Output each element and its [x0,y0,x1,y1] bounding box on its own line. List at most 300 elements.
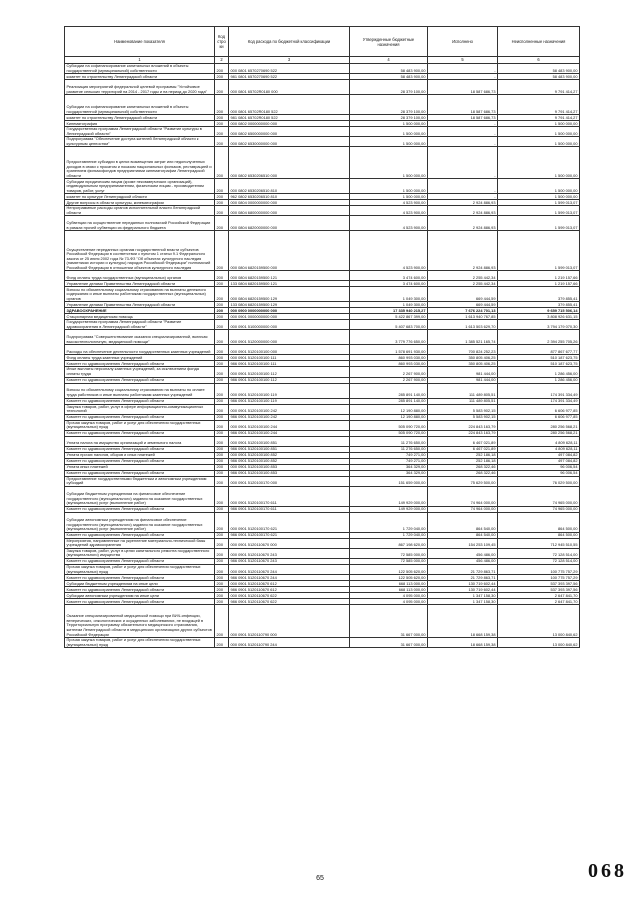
row-remaining: 280 256 568,21 [498,430,580,436]
row-name: Стационарная медицинская помощь [65,314,215,320]
row-name: Комитет по здравоохранению Ленинградской области [65,587,215,593]
row-code: 200 [215,398,229,404]
row-executed: 18 587 686,73 [428,80,498,95]
table-row [65,420,580,430]
table-row [65,345,580,355]
header-approved: Утвержденные бюджетные назначения [350,27,428,57]
row-executed: 18 587 686,73 [428,95,498,115]
row-remaining: 9 659 715 506,14 [498,308,580,314]
row-executed: 2 924 886,93 [428,206,498,216]
row-approved: 31 667 000,00 [350,638,428,648]
row-code: 200 [215,137,229,147]
row-approved: 11 276 650,00 [350,446,428,452]
row-executed: 864 540,00 [428,532,498,538]
row-kbk: 000 0804 0000000000 000 [229,200,350,206]
row-approved: 1 500 000,00 [350,121,428,127]
row-executed: 981 444,00 [428,367,498,377]
row-approved: 31 667 000,00 [350,605,428,638]
table-row [65,287,580,302]
row-code: 200 [215,355,229,361]
row-kbk: 000 0901 5120100170 611 [229,486,350,506]
row-name: Другие вопросы в области культуры, кинематографии [65,200,215,206]
row-executed: 5 583 902,15 [428,414,498,420]
row-name: Закупка товаров, работ, услуг в целях капитального ремонта государственного (муниципального) имущества [65,548,215,558]
row-remaining: 3 808 926 631,15 [498,314,580,320]
row-code: 200 [215,200,229,206]
row-remaining: 1 500 000,00 [498,179,580,194]
row-remaining: 864 500,00 [498,512,580,532]
row-name: Кинематография [65,121,215,127]
row-approved: 122 505 620,00 [350,575,428,581]
row-name: Комитет по здравоохранению Ленинградской области [65,559,215,565]
table-row [65,330,580,345]
row-approved: 3 474 600,00 [350,281,428,287]
row-kbk: 000 0801 6570270690 522 [229,64,350,74]
column-number-row [65,57,580,64]
row-executed: 154 253 109,45 [428,538,498,548]
table-row [65,436,580,446]
row-remaining: 280 256 568,21 [498,420,580,430]
table-row [65,137,580,147]
row-remaining: 96 006,54 [498,470,580,476]
row-code: 200 [215,420,229,430]
table-row [65,127,580,137]
row-approved: 505 090 720,00 [350,420,428,430]
row-executed: - [428,147,498,179]
row-remaining: 510 187 623,75 [498,361,580,367]
row-name: Реализация мероприятий федеральной целевой программы "Устойчивое развитие сельских территорий на 2014 - 2017 годы и на период до 2020 года" [65,80,215,95]
row-kbk: 000 0901 5120100100 853 [229,464,350,470]
row-executed: - [428,127,498,137]
row-name: Уплата иных платежей [65,464,215,470]
row-kbk: 000 0804 6820000000 000 [229,216,350,231]
row-approved: 364 329,00 [350,470,428,476]
row-executed: 669 444,59 [428,287,498,302]
row-code: 200 [215,74,229,80]
row-remaining: 9 791 414,27 [498,115,580,121]
row-remaining: 9 791 414,27 [498,80,580,95]
row-executed: 7 676 224 701,13 [428,308,498,314]
row-kbk: 000 0901 5120100100 000 [229,345,350,355]
row-code: 200 [215,446,229,452]
row-executed: 2 924 886,93 [428,216,498,231]
header-name: Наименование показателя [65,27,215,57]
row-executed: - [428,121,498,127]
row-approved: 4 095 000,00 [350,593,428,599]
row-name: Прочая закупка товаров, работ и услуг для обеспечения государственных (муниципальных) нужд [65,565,215,575]
row-code: 200 [215,345,229,355]
row-code: 200 [215,605,229,638]
row-executed: - [428,64,498,74]
row-code: 200 [215,308,229,314]
archive-stamp-number: 068 [588,860,627,882]
row-remaining: 1 500 000,00 [498,194,580,200]
row-code: 200 [215,271,229,281]
row-name: Комитет по здравоохранению Ленинградской области [65,430,215,436]
table-row [65,605,580,638]
row-approved: 2 267 900,00 [350,377,428,383]
row-code: 200 [215,565,229,575]
row-approved: 28 379 100,00 [350,95,428,115]
row-code: 200 [215,575,229,581]
row-kbk: 986 0901 5120110670 244 [229,575,350,581]
row-approved: 285 891 140,00 [350,383,428,398]
row-remaining: 1 599 013,07 [498,231,580,271]
row-code: 200 [215,367,229,377]
row-executed: 456 486,00 [428,559,498,565]
row-executed: 111 489 805,51 [428,383,498,398]
row-approved: 1 500 000,00 [350,147,428,179]
row-kbk: 000 0804 6800000000 000 [229,206,350,216]
row-executed: 6 467 021,89 [428,446,498,452]
row-approved: 364 329,00 [350,464,428,470]
row-executed: 1 613 503 629,70 [428,320,498,330]
row-kbk: 986 0901 5120100100 853 [229,470,350,476]
row-remaining: 537 393 397,56 [498,581,580,587]
row-name: Прочая закупка товаров, работ и услуг для обеспечения государственных (муниципальных) нужд [65,420,215,430]
row-approved: 11 276 650,00 [350,436,428,446]
column-number: 3 [229,57,350,64]
row-name: Непрограммные расходы органов исполнительной власти Ленинградской области [65,206,215,216]
row-executed: - [428,179,498,194]
row-kbk: 000 0901 5120110790 000 [229,605,350,638]
row-code: 200 [215,581,229,587]
row-code: 200 [215,414,229,420]
row-approved: 149 929 000,00 [350,506,428,512]
row-kbk: 986 0901 5120100100 851 [229,446,350,452]
row-executed: 268 322,46 [428,464,498,470]
row-remaining: 100 775 757,29 [498,565,580,575]
row-code: 200 [215,538,229,548]
row-kbk: 000 0901 5120100100 244 [229,420,350,430]
row-name: Государственная программа Ленинградской области "Развитие культуры в Ленинградской области" [65,127,215,137]
row-executed: 1 613 940 767,85 [428,314,498,320]
row-remaining: 1 599 013,07 [498,216,580,231]
row-code: 200 [215,383,229,398]
row-approved: 1 500 000,00 [350,179,428,194]
table-row [65,638,580,648]
row-name: Взносы по обязательному социальному страхованию на выплаты денежного содержания и иные выплаты работникам государственных (муниципальных) органов [65,287,215,302]
row-approved: 3 474 600,00 [350,271,428,281]
table-row [65,565,580,575]
row-executed: 74 964 000,00 [428,506,498,512]
row-code: 200 [215,512,229,532]
row-name: Субсидии на софинансирование капитальных вложений в объекты государственной (муниципальной) собственности [65,64,215,74]
row-executed: 21 729 863,71 [428,575,498,581]
row-code: 200 [215,127,229,137]
row-remaining: 1 500 000,00 [498,137,580,147]
row-approved: 12 190 880,00 [350,404,428,414]
row-approved: 12 190 880,00 [350,414,428,420]
row-approved: 4 523 900,00 [350,216,428,231]
row-kbk: 000 0901 0000000000 000 [229,314,350,320]
row-name: Управление делами Правительства Ленинградской области [65,281,215,287]
report-sheet [64,26,579,648]
row-code: 200 [215,115,229,121]
table-row [65,216,580,231]
row-remaining: 2 647 841,70 [498,599,580,605]
row-code: 200 [215,506,229,512]
row-approved: 668 113 000,00 [350,581,428,587]
row-remaining: 537 393 397,56 [498,587,580,593]
row-code: 200 [215,80,229,95]
row-remaining: 174 391 334,49 [498,398,580,404]
row-code: 200 [215,587,229,593]
row-executed: 2 924 886,93 [428,231,498,271]
row-remaining: 13 000 840,62 [498,638,580,648]
row-kbk: 986 0901 5120100100 852 [229,458,350,464]
row-executed: 75 629 500,00 [428,476,498,486]
row-approved: 749 271,00 [350,458,428,464]
table-row [65,231,580,271]
row-remaining: 1 500 000,00 [498,147,580,179]
row-kbk: 981 0801 65702R0180 522 [229,115,350,121]
row-approved: 1 729 040,00 [350,532,428,538]
row-kbk: 000 0901 5120100100 242 [229,404,350,414]
row-kbk: 000 0901 5120110670 000 [229,538,350,548]
row-remaining: 100 775 757,29 [498,575,580,581]
row-approved: 151 659 000,00 [350,476,428,486]
column-number: 5 [428,57,498,64]
row-executed: - [428,194,498,200]
row-remaining: 74 965 000,00 [498,486,580,506]
row-approved: 5 407 683 700,00 [350,320,428,330]
table-row [65,538,580,548]
row-code: 200 [215,361,229,367]
row-kbk: 986 0901 5120100100 119 [229,398,350,404]
row-remaining: 864 500,00 [498,532,580,538]
row-remaining: 1 286 456,00 [498,377,580,383]
table-row [65,476,580,486]
column-number: 6 [498,57,580,64]
row-executed: 18 668 159,38 [428,638,498,648]
row-kbk: 000 0802 6530206510 000 [229,147,350,179]
row-remaining: 174 391 334,49 [498,383,580,398]
row-name: Государственная программа Ленинградской области "Развитие здравоохранения в Ленинградской области" [65,320,215,330]
row-remaining: 1 500 000,00 [498,127,580,137]
row-executed: 1 347 158,30 [428,599,498,605]
table-row [65,367,580,377]
row-executed: 456 486,00 [428,548,498,558]
row-name: Управление делами Правительства Ленинградской области [65,302,215,308]
row-name: Прочая закупка товаров, работ и услуг для обеспечения государственных (муниципальных) нужд [65,638,215,648]
row-kbk: 000 0901 5120000000 000 [229,330,350,345]
table-header-row [65,27,580,57]
row-code: 200 [215,464,229,470]
row-remaining: 76 029 500,00 [498,476,580,486]
row-approved: 2 267 900,00 [350,367,428,377]
row-remaining: 510 187 623,75 [498,355,580,361]
row-code: 200 [215,95,229,115]
table-row [65,80,580,95]
row-executed: 18 587 686,73 [428,115,498,121]
row-code: 200 [215,599,229,605]
row-remaining: 2 394 255 705,26 [498,330,580,345]
row-name: Комитет по здравоохранению Ленинградской области [65,532,215,538]
row-kbk: 000 0901 5100000000 000 [229,320,350,330]
row-kbk: 000 0804 6820159500 129 [229,287,350,302]
row-name: Осуществление переданных органам государственной власти субъектов Российской Федерации в соответствии с пунктом 1 статьи 9.1 Федерального закона от 25 июня 2002 года № 73-ФЗ "Об объектах культурного наследия (памятниках истории и культуры) народов Российской Федерации" полномочий Российской Федерации в отношении объектов культурного наследия [65,231,215,271]
row-remaining: 379 855,41 [498,287,580,302]
table-row [65,320,580,330]
row-code: 200 [215,121,229,127]
row-name: Субсидии автономным учреждениям на иные цели [65,593,215,599]
row-kbk: 986 0901 5120110670 243 [229,559,350,565]
row-executed: 864 540,00 [428,512,498,532]
row-remaining: 877 867 677,77 [498,345,580,355]
row-code: 200 [215,179,229,194]
row-name: Субсидии бюджетным учреждениям на иные цели [65,581,215,587]
row-code: 200 [215,593,229,599]
row-executed: 2 255 442,34 [428,281,498,287]
table-row [65,404,580,414]
row-code: 200 [215,458,229,464]
row-executed: 74 964 000,00 [428,486,498,506]
row-kbk: 000 0901 5120100170 621 [229,512,350,532]
row-executed: 224 843 163,79 [428,420,498,430]
row-name: Оказание специализированной медицинской помощи при ВИЧ-инфекции, венерических, онкологических и осужденных заболеваниях, не входящей в Территориальную программу обязательного медицинского страхования, жителям Ленинградской области в медицинских организациях других субъектов Российской Федерации [65,605,215,638]
row-name: Закупка товаров, работ, услуг в сфере информационно-коммуникационных технологий [65,404,215,414]
row-approved: 4 523 900,00 [350,206,428,216]
row-code: 200 [215,559,229,565]
row-name: Фонд оплаты труда государственных (муниципальных) органов [65,271,215,281]
row-approved: 867 198 620,00 [350,538,428,548]
row-kbk: 000 0901 5120110670 612 [229,581,350,587]
row-name: Расходы на обеспечение деятельности государственных казенных учреждений [65,345,215,355]
row-name: Субсидии юридическим лицам (кроме некоммерческих организаций), индивидуальным предпринимателям, физическим лицам - производителям товаров, работ, услуг [65,179,215,194]
row-code: 200 [215,281,229,287]
row-approved: 1 500 000,00 [350,194,428,200]
table-row [65,383,580,398]
header-executed: Исполнено [428,27,498,57]
row-name: Уплата налога на имущество организаций и земельного налога [65,436,215,446]
row-kbk: 986 0901 5120100170 611 [229,506,350,512]
row-approved: 58 483 900,00 [350,74,428,80]
column-number: 2 [215,57,229,64]
row-code: 200 [215,287,229,302]
row-code: 200 [215,404,229,414]
row-name: Комитет по здравоохранению Ленинградской области [65,599,215,605]
row-executed: 6 467 021,89 [428,436,498,446]
row-code: 200 [215,452,229,458]
row-code: 200 [215,532,229,538]
row-name: Комитет по здравоохранению Ленинградской области [65,575,215,581]
row-name: Фонд оплаты труда казенных учреждений [65,355,215,361]
row-name: Комитет по здравоохранению Ленинградской области [65,361,215,367]
row-approved: 72 585 000,00 [350,548,428,558]
row-kbk: 000 0901 5120100100 852 [229,452,350,458]
row-code: 200 [215,231,229,271]
header-code: Код стро ки [215,27,229,57]
row-executed: 21 729 863,71 [428,565,498,575]
row-name: Подпрограмма "Совершенствование оказания специализированной, включая высокотехнологичную, медицинской помощи" [65,330,215,345]
row-code: 200 [215,314,229,320]
row-kbk: 986 0901 5120100100 111 [229,361,350,367]
row-remaining: 1 286 456,00 [498,367,580,377]
row-remaining: 1 599 013,07 [498,206,580,216]
row-name: комитет по культуре Ленинградской области [65,194,215,200]
row-executed: 224 843 163,79 [428,430,498,436]
row-kbk: 986 0901 5120100170 621 [229,532,350,538]
row-code: 200 [215,302,229,308]
row-remaining: 72 128 514,00 [498,559,580,565]
row-kbk: 962 0802 6530206510 810 [229,194,350,200]
row-name: Предоставление государственными бюджетным и автономным учреждениям субсидий [65,476,215,486]
row-remaining: 13 000 840,62 [498,605,580,638]
row-approved: 749 271,00 [350,452,428,458]
row-approved: 505 090 720,00 [350,430,428,436]
row-approved: 668 113 000,00 [350,587,428,593]
row-name: комитет по строительству Ленинградской области [65,115,215,121]
row-code: 200 [215,377,229,383]
row-remaining: 58 483 900,00 [498,74,580,80]
table-row [65,548,580,558]
row-executed: 1 385 521 165,74 [428,330,498,345]
row-approved: 28 379 100,00 [350,80,428,95]
row-remaining: 3 794 179 070,30 [498,320,580,330]
row-name: Комитет по здравоохранению Ленинградской области [65,458,215,464]
row-executed: 981 444,00 [428,377,498,383]
budget-execution-table [64,26,580,648]
row-remaining: 74 965 000,00 [498,506,580,512]
row-remaining: 58 483 900,00 [498,64,580,74]
row-approved: 285 891 140,00 [350,398,428,404]
row-executed: 700 824 252,23 [428,345,498,355]
table-row [65,486,580,506]
row-remaining: 4 809 628,11 [498,446,580,452]
row-approved: 860 993 030,00 [350,355,428,361]
row-code: 200 [215,330,229,345]
row-approved: 58 483 900,00 [350,64,428,74]
row-remaining: 1 500 000,00 [498,121,580,127]
row-kbk: 000 0901 5120110670 243 [229,548,350,558]
row-kbk: 000 0804 6820159500 000 [229,231,350,271]
row-executed: 669 444,59 [428,302,498,308]
row-kbk: 986 0901 5120100100 112 [229,377,350,383]
row-executed: - [428,137,498,147]
row-executed: 2 924 886,93 [428,200,498,206]
row-remaining: 497 084,82 [498,452,580,458]
row-approved: 4 523 900,00 [350,200,428,206]
table-body [65,64,580,648]
row-kbk: 986 0901 5120100100 244 [229,430,350,436]
row-name: Субсидии автономным учреждениям на финансовое обеспечение государственного (муниципального) задания на оказание государственных (муниципальных) услуг (выполнение работ) [65,512,215,532]
row-kbk: 986 0901 5120110670 612 [229,587,350,593]
row-name: Взносы по обязательному социальному страхованию на выплаты по оплате труда работников и иные выплаты работникам казенных учреждений [65,383,215,398]
row-executed: 350 805 406,25 [428,361,498,367]
row-name: Субсидии бюджетным учреждениям на финансовое обеспечение государственного (муниципального) задания на оказание государственных (муниципальных) услуг (выполнение работ) [65,486,215,506]
row-remaining: 497 084,82 [498,458,580,464]
row-name: Субсидии на софинансирование капитальных вложений в объекты государственной (муниципальной) собственности [65,95,215,115]
page-number: 65 [316,875,324,882]
row-kbk: 000 0901 5120100170 000 [229,476,350,486]
row-code: 200 [215,476,229,486]
row-name: Комитет по здравоохранению Ленинградской области [65,506,215,512]
row-executed: 130 719 602,44 [428,581,498,587]
row-remaining: 1 599 013,07 [498,200,580,206]
row-code: 200 [215,548,229,558]
row-kbk: 000 0901 5120100100 111 [229,355,350,361]
row-kbk: 000 0901 5120100100 851 [229,436,350,446]
table-row [65,64,580,74]
table-row [65,206,580,216]
table-row [65,179,580,194]
row-remaining: 96 006,54 [498,464,580,470]
row-kbk: 981 0801 6570270690 522 [229,74,350,80]
table-row [65,271,580,281]
row-approved: 1 049 300,00 [350,287,428,302]
row-kbk: 133 0804 6820159500 121 [229,281,350,287]
